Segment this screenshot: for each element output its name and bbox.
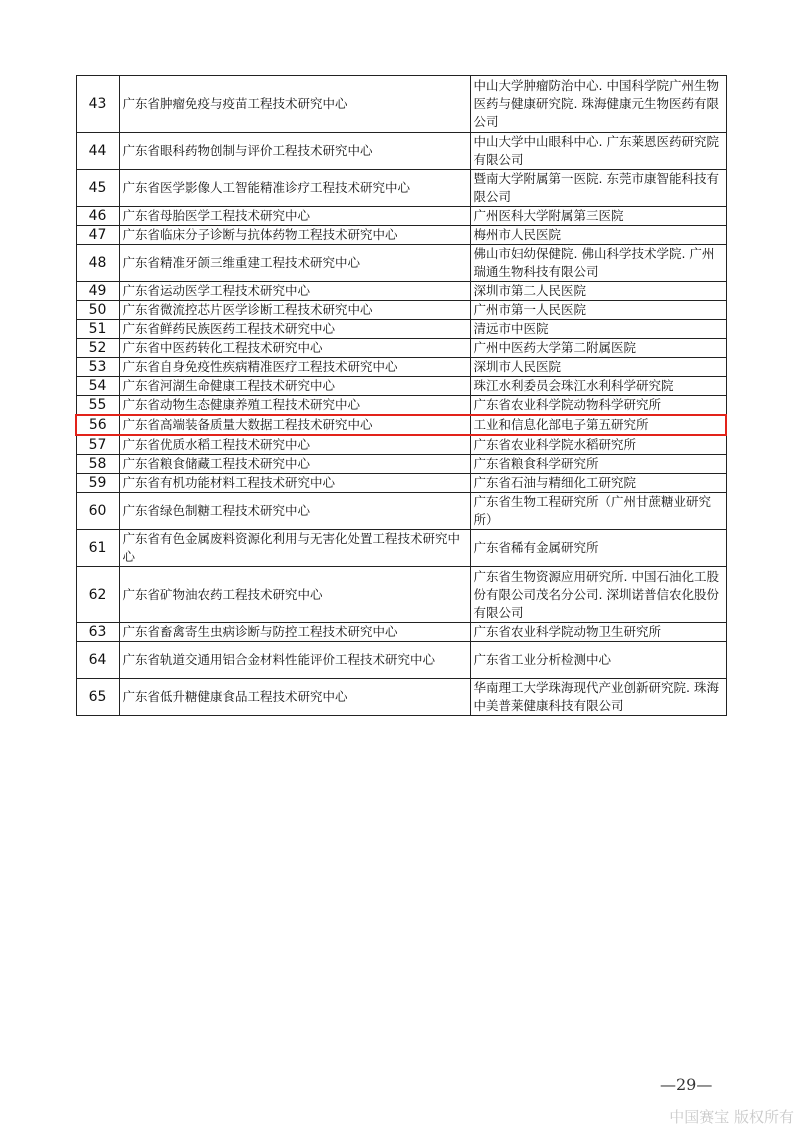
table-row (76, 245, 726, 282)
center-name: 广东省绿色制糖工程技术研究中心 (119, 493, 470, 530)
host-organization: 梅州市人民医院 (470, 226, 726, 245)
table-row (76, 301, 726, 320)
table-row (76, 339, 726, 358)
row-number: 59 (76, 474, 119, 493)
row-number: 57 (76, 435, 119, 455)
host-organization: 广东省粮食科学研究所 (470, 455, 726, 474)
table-row (76, 493, 726, 530)
table-row (76, 170, 726, 207)
table-row (76, 396, 726, 416)
research-center-table (75, 75, 727, 716)
row-number: 58 (76, 455, 119, 474)
row-number: 48 (76, 245, 119, 282)
row-number: 65 (76, 679, 119, 716)
row-number: 61 (76, 530, 119, 567)
table-row (76, 377, 726, 396)
row-number: 56 (76, 415, 119, 435)
row-number: 60 (76, 493, 119, 530)
table-row (76, 358, 726, 377)
row-number: 55 (76, 396, 119, 416)
host-organization: 华南理工大学珠海现代产业创新研究院. 珠海中美普莱健康科技有限公司 (470, 679, 726, 716)
center-name: 广东省母胎医学工程技术研究中心 (119, 207, 470, 226)
host-organization: 广州市第一人民医院 (470, 301, 726, 320)
center-name: 广东省畜禽寄生虫病诊断与防控工程技术研究中心 (119, 623, 470, 642)
host-organization: 珠江水利委员会珠江水利科学研究院 (470, 377, 726, 396)
center-name: 广东省有色金属废料资源化利用与无害化处置工程技术研究中心 (119, 530, 470, 567)
table-row (76, 76, 726, 133)
center-name: 广东省运动医学工程技术研究中心 (119, 282, 470, 301)
host-organization: 暨南大学附属第一医院. 东莞市康智能科技有限公司 (470, 170, 726, 207)
table-row (76, 226, 726, 245)
row-number: 47 (76, 226, 119, 245)
row-number: 62 (76, 567, 119, 623)
center-name: 广东省有机功能材料工程技术研究中心 (119, 474, 470, 493)
host-organization: 广州医科大学附属第三医院 (470, 207, 726, 226)
host-organization: 深圳市第二人民医院 (470, 282, 726, 301)
table-row (76, 474, 726, 493)
table-row (76, 642, 726, 679)
center-name: 广东省中医药转化工程技术研究中心 (119, 339, 470, 358)
host-organization: 广州中医药大学第二附属医院 (470, 339, 726, 358)
center-name: 广东省河湖生命健康工程技术研究中心 (119, 377, 470, 396)
row-number: 63 (76, 623, 119, 642)
center-name: 广东省动物生态健康养殖工程技术研究中心 (119, 396, 470, 416)
row-number: 49 (76, 282, 119, 301)
center-name: 广东省精准牙颌三维重建工程技术研究中心 (119, 245, 470, 282)
row-number: 50 (76, 301, 119, 320)
host-organization: 广东省工业分析检测中心 (470, 642, 726, 679)
host-organization: 中山大学肿瘤防治中心. 中国科学院广州生物医药与健康研究院. 珠海健康元生物医药有限公司 (470, 76, 726, 133)
table-row (76, 679, 726, 716)
host-organization: 广东省稀有金属研究所 (470, 530, 726, 567)
center-name: 广东省高端装备质量大数据工程技术研究中心 (119, 415, 470, 435)
center-name: 广东省微流控芯片医学诊断工程技术研究中心 (119, 301, 470, 320)
table-row (76, 567, 726, 623)
page-number: —29— (660, 1075, 713, 1094)
center-name: 广东省矿物油农药工程技术研究中心 (119, 567, 470, 623)
table-row (76, 435, 726, 455)
table-row (76, 133, 726, 170)
center-name: 广东省肿瘤免疫与疫苗工程技术研究中心 (119, 76, 470, 133)
host-organization: 清远市中医院 (470, 320, 726, 339)
table-row (76, 530, 726, 567)
table-body (76, 76, 726, 716)
center-name: 广东省自身免疫性疾病精准医疗工程技术研究中心 (119, 358, 470, 377)
center-name: 广东省鲜药民族医药工程技术研究中心 (119, 320, 470, 339)
table-row (76, 455, 726, 474)
row-number: 52 (76, 339, 119, 358)
table-row-highlighted (76, 415, 726, 435)
row-number: 54 (76, 377, 119, 396)
table-row (76, 282, 726, 301)
host-organization: 工业和信息化部电子第五研究所 (470, 415, 726, 435)
row-number: 53 (76, 358, 119, 377)
center-name: 广东省临床分子诊断与抗体药物工程技术研究中心 (119, 226, 470, 245)
row-number: 44 (76, 133, 119, 170)
row-number: 51 (76, 320, 119, 339)
host-organization: 广东省生物资源应用研究所. 中国石油化工股份有限公司茂名分公司. 深圳诺普信农化股份有限公司 (470, 567, 726, 623)
row-number: 45 (76, 170, 119, 207)
center-name: 广东省眼科药物创制与评价工程技术研究中心 (119, 133, 470, 170)
row-number: 43 (76, 76, 119, 133)
center-name: 广东省粮食储藏工程技术研究中心 (119, 455, 470, 474)
center-name: 广东省轨道交通用铝合金材料性能评价工程技术研究中心 (119, 642, 470, 679)
host-organization: 广东省农业科学院动物科学研究所 (470, 396, 726, 416)
copyright-watermark: 中国赛宝 版权所有 (669, 1108, 794, 1126)
host-organization: 广东省石油与精细化工研究院 (470, 474, 726, 493)
host-organization: 佛山市妇幼保健院. 佛山科学技术学院. 广州瑞通生物科技有限公司 (470, 245, 726, 282)
host-organization: 中山大学中山眼科中心. 广东莱恩医药研究院有限公司 (470, 133, 726, 170)
center-name: 广东省医学影像人工智能精准诊疗工程技术研究中心 (119, 170, 470, 207)
table-row (76, 207, 726, 226)
host-organization: 广东省生物工程研究所（广州甘蔗糖业研究所） (470, 493, 726, 530)
table-row (76, 623, 726, 642)
center-name: 广东省优质水稻工程技术研究中心 (119, 435, 470, 455)
host-organization: 广东省农业科学院动物卫生研究所 (470, 623, 726, 642)
host-organization: 深圳市人民医院 (470, 358, 726, 377)
host-organization: 广东省农业科学院水稻研究所 (470, 435, 726, 455)
center-name: 广东省低升糖健康食品工程技术研究中心 (119, 679, 470, 716)
table-row (76, 320, 726, 339)
row-number: 64 (76, 642, 119, 679)
row-number: 46 (76, 207, 119, 226)
